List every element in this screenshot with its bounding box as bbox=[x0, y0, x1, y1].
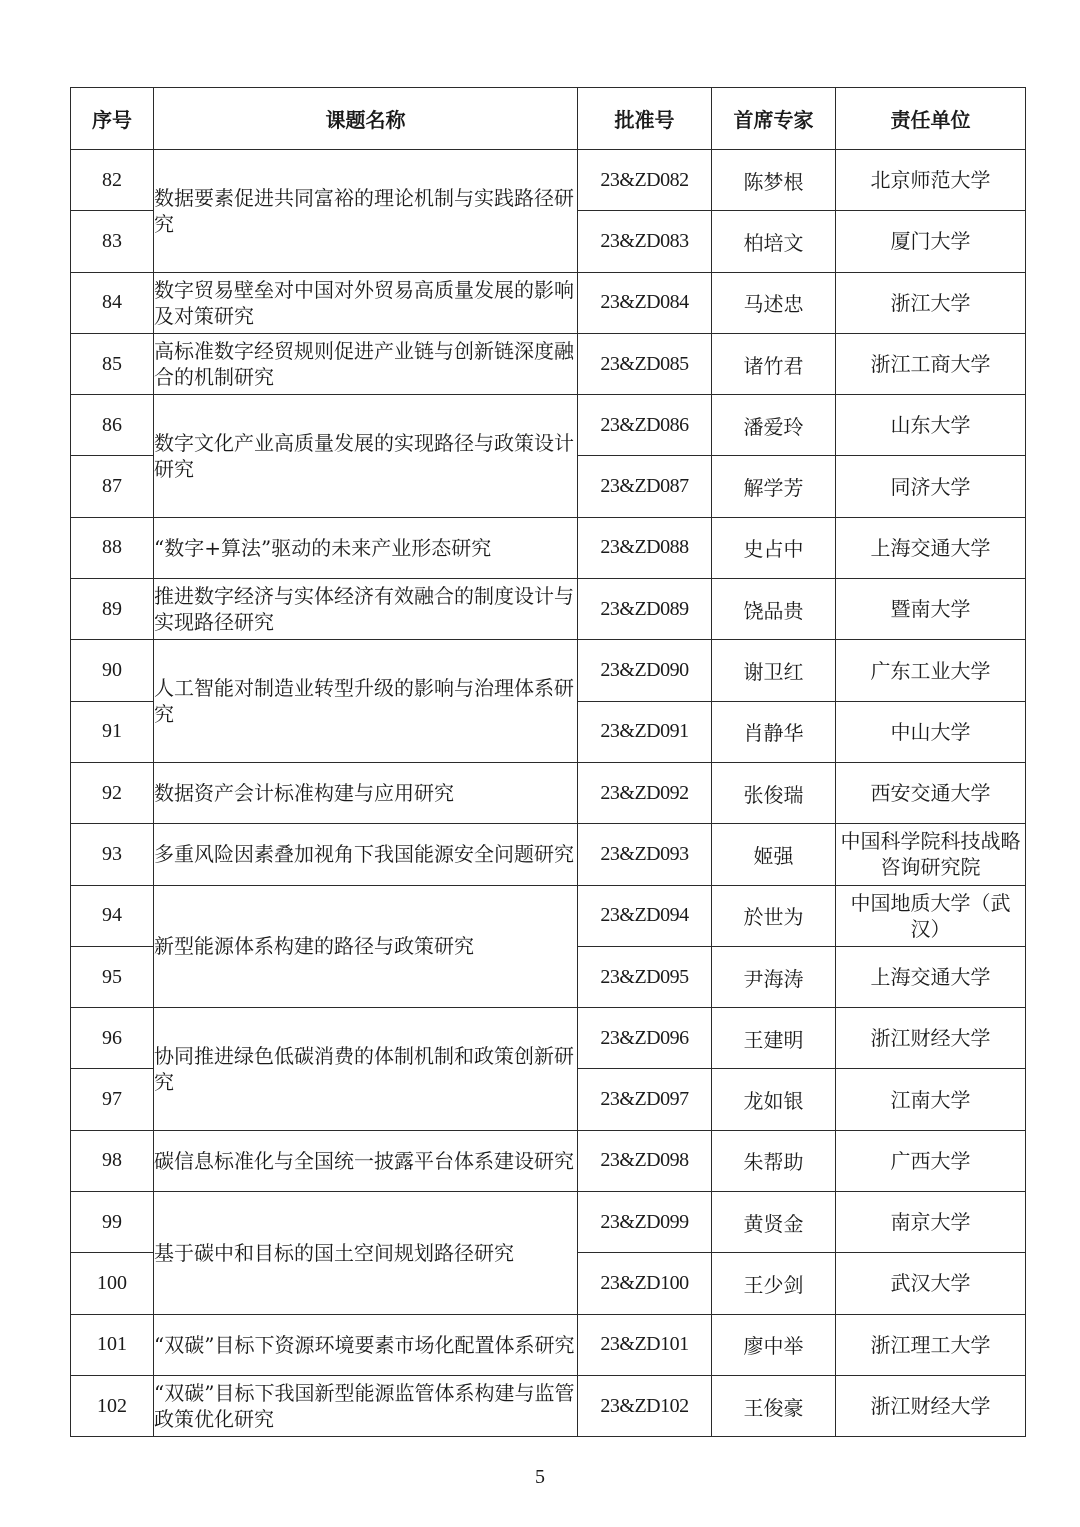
row-unit: 中山大学 bbox=[836, 701, 1026, 762]
row-title: 数据资产会计标准构建与应用研究 bbox=[154, 762, 578, 823]
row-title: 数字贸易壁垒对中国对外贸易高质量发展的影响及对策研究 bbox=[154, 272, 578, 333]
row-expert: 史占中 bbox=[712, 517, 836, 578]
row-expert: 王俊豪 bbox=[712, 1375, 836, 1436]
header-expert: 首席专家 bbox=[712, 88, 836, 150]
row-index: 94 bbox=[71, 885, 154, 946]
row-expert: 饶品贵 bbox=[712, 579, 836, 640]
row-expert: 陈梦根 bbox=[712, 150, 836, 211]
row-index: 96 bbox=[71, 1008, 154, 1069]
row-index: 102 bbox=[71, 1375, 154, 1436]
table-row bbox=[71, 1375, 1026, 1436]
row-title: “双碳”目标下我国新型能源监管体系构建与监管政策优化研究 bbox=[154, 1375, 578, 1436]
row-expert: 於世为 bbox=[712, 885, 836, 946]
header-title: 课题名称 bbox=[154, 88, 578, 150]
table-row bbox=[71, 1192, 1026, 1253]
row-expert: 解学芳 bbox=[712, 456, 836, 517]
row-unit: 浙江财经大学 bbox=[836, 1008, 1026, 1069]
row-title: 碳信息标准化与全国统一披露平台体系建设研究 bbox=[154, 1130, 578, 1191]
row-expert: 王建明 bbox=[712, 1008, 836, 1069]
row-code: 23&ZD082 bbox=[578, 150, 712, 211]
row-title: 数据要素促进共同富裕的理论机制与实践路径研究 bbox=[154, 150, 578, 273]
row-code: 23&ZD089 bbox=[578, 579, 712, 640]
row-expert: 柏培文 bbox=[712, 211, 836, 272]
row-index: 101 bbox=[71, 1314, 154, 1375]
header-index: 序号 bbox=[71, 88, 154, 150]
row-unit: 厦门大学 bbox=[836, 211, 1026, 272]
row-title: 协同推进绿色低碳消费的体制机制和政策创新研究 bbox=[154, 1008, 578, 1131]
row-index: 85 bbox=[71, 333, 154, 394]
row-unit: 北京师范大学 bbox=[836, 150, 1026, 211]
row-index: 88 bbox=[71, 517, 154, 578]
row-unit: 上海交通大学 bbox=[836, 517, 1026, 578]
row-code: 23&ZD086 bbox=[578, 395, 712, 456]
row-unit: 武汉大学 bbox=[836, 1253, 1026, 1314]
row-unit: 中国科学院科技战略咨询研究院 bbox=[836, 824, 1026, 885]
row-title: “双碳”目标下资源环境要素市场化配置体系研究 bbox=[154, 1314, 578, 1375]
row-code: 23&ZD095 bbox=[578, 946, 712, 1007]
row-title: “数字+算法”驱动的未来产业形态研究 bbox=[154, 517, 578, 578]
row-index: 83 bbox=[71, 211, 154, 272]
row-code: 23&ZD083 bbox=[578, 211, 712, 272]
table-row bbox=[71, 1314, 1026, 1375]
row-expert: 王少剑 bbox=[712, 1253, 836, 1314]
row-title: 数字文化产业高质量发展的实现路径与政策设计研究 bbox=[154, 395, 578, 518]
row-index: 91 bbox=[71, 701, 154, 762]
row-unit: 中国地质大学（武汉） bbox=[836, 885, 1026, 946]
row-code: 23&ZD094 bbox=[578, 885, 712, 946]
row-code: 23&ZD096 bbox=[578, 1008, 712, 1069]
row-index: 98 bbox=[71, 1130, 154, 1191]
row-code: 23&ZD091 bbox=[578, 701, 712, 762]
row-code: 23&ZD100 bbox=[578, 1253, 712, 1314]
row-code: 23&ZD097 bbox=[578, 1069, 712, 1130]
header-unit: 责任单位 bbox=[836, 88, 1026, 150]
page-number: 5 bbox=[535, 1466, 545, 1488]
table-row bbox=[71, 1130, 1026, 1191]
row-index: 82 bbox=[71, 150, 154, 211]
row-unit: 江南大学 bbox=[836, 1069, 1026, 1130]
row-expert: 廖中举 bbox=[712, 1314, 836, 1375]
row-expert: 诸竹君 bbox=[712, 333, 836, 394]
row-title: 多重风险因素叠加视角下我国能源安全问题研究 bbox=[154, 824, 578, 885]
row-code: 23&ZD092 bbox=[578, 762, 712, 823]
row-code: 23&ZD090 bbox=[578, 640, 712, 701]
table-row bbox=[71, 333, 1026, 394]
row-expert: 姬强 bbox=[712, 824, 836, 885]
row-expert: 黄贤金 bbox=[712, 1192, 836, 1253]
table-row bbox=[71, 150, 1026, 211]
table-row bbox=[71, 640, 1026, 701]
row-index: 95 bbox=[71, 946, 154, 1007]
row-index: 100 bbox=[71, 1253, 154, 1314]
row-unit: 西安交通大学 bbox=[836, 762, 1026, 823]
row-code: 23&ZD098 bbox=[578, 1130, 712, 1191]
row-unit: 南京大学 bbox=[836, 1192, 1026, 1253]
row-index: 86 bbox=[71, 395, 154, 456]
row-code: 23&ZD087 bbox=[578, 456, 712, 517]
row-code: 23&ZD093 bbox=[578, 824, 712, 885]
row-index: 90 bbox=[71, 640, 154, 701]
row-unit: 浙江大学 bbox=[836, 272, 1026, 333]
row-title: 基于碳中和目标的国土空间规划路径研究 bbox=[154, 1192, 578, 1315]
row-index: 87 bbox=[71, 456, 154, 517]
row-expert: 张俊瑞 bbox=[712, 762, 836, 823]
row-unit: 暨南大学 bbox=[836, 579, 1026, 640]
table-row bbox=[71, 395, 1026, 456]
table-row bbox=[71, 517, 1026, 578]
row-unit: 上海交通大学 bbox=[836, 946, 1026, 1007]
row-expert: 谢卫红 bbox=[712, 640, 836, 701]
row-index: 93 bbox=[71, 824, 154, 885]
row-unit: 浙江工商大学 bbox=[836, 333, 1026, 394]
row-title: 人工智能对制造业转型升级的影响与治理体系研究 bbox=[154, 640, 578, 763]
row-expert: 朱帮助 bbox=[712, 1130, 836, 1191]
table-row bbox=[71, 762, 1026, 823]
table-row bbox=[71, 272, 1026, 333]
header-code: 批准号 bbox=[578, 88, 712, 150]
table-row bbox=[71, 885, 1026, 946]
row-unit: 广西大学 bbox=[836, 1130, 1026, 1191]
row-unit: 广东工业大学 bbox=[836, 640, 1026, 701]
row-unit: 浙江理工大学 bbox=[836, 1314, 1026, 1375]
row-code: 23&ZD085 bbox=[578, 333, 712, 394]
projects-table bbox=[70, 87, 1026, 1437]
row-code: 23&ZD102 bbox=[578, 1375, 712, 1436]
row-code: 23&ZD101 bbox=[578, 1314, 712, 1375]
row-unit: 同济大学 bbox=[836, 456, 1026, 517]
table-row bbox=[71, 1008, 1026, 1069]
row-expert: 肖静华 bbox=[712, 701, 836, 762]
row-unit: 山东大学 bbox=[836, 395, 1026, 456]
row-expert: 龙如银 bbox=[712, 1069, 836, 1130]
row-title: 推进数字经济与实体经济有效融合的制度设计与实现路径研究 bbox=[154, 579, 578, 640]
table-row bbox=[71, 824, 1026, 885]
table-row bbox=[71, 579, 1026, 640]
row-code: 23&ZD088 bbox=[578, 517, 712, 578]
row-title: 新型能源体系构建的路径与政策研究 bbox=[154, 885, 578, 1008]
row-unit: 浙江财经大学 bbox=[836, 1375, 1026, 1436]
row-code: 23&ZD099 bbox=[578, 1192, 712, 1253]
row-index: 97 bbox=[71, 1069, 154, 1130]
row-expert: 马述忠 bbox=[712, 272, 836, 333]
row-index: 99 bbox=[71, 1192, 154, 1253]
row-index: 89 bbox=[71, 579, 154, 640]
row-title: 高标准数字经贸规则促进产业链与创新链深度融合的机制研究 bbox=[154, 333, 578, 394]
table-header-row bbox=[71, 88, 1026, 150]
row-code: 23&ZD084 bbox=[578, 272, 712, 333]
row-expert: 潘爱玲 bbox=[712, 395, 836, 456]
row-expert: 尹海涛 bbox=[712, 946, 836, 1007]
row-index: 84 bbox=[71, 272, 154, 333]
row-index: 92 bbox=[71, 762, 154, 823]
